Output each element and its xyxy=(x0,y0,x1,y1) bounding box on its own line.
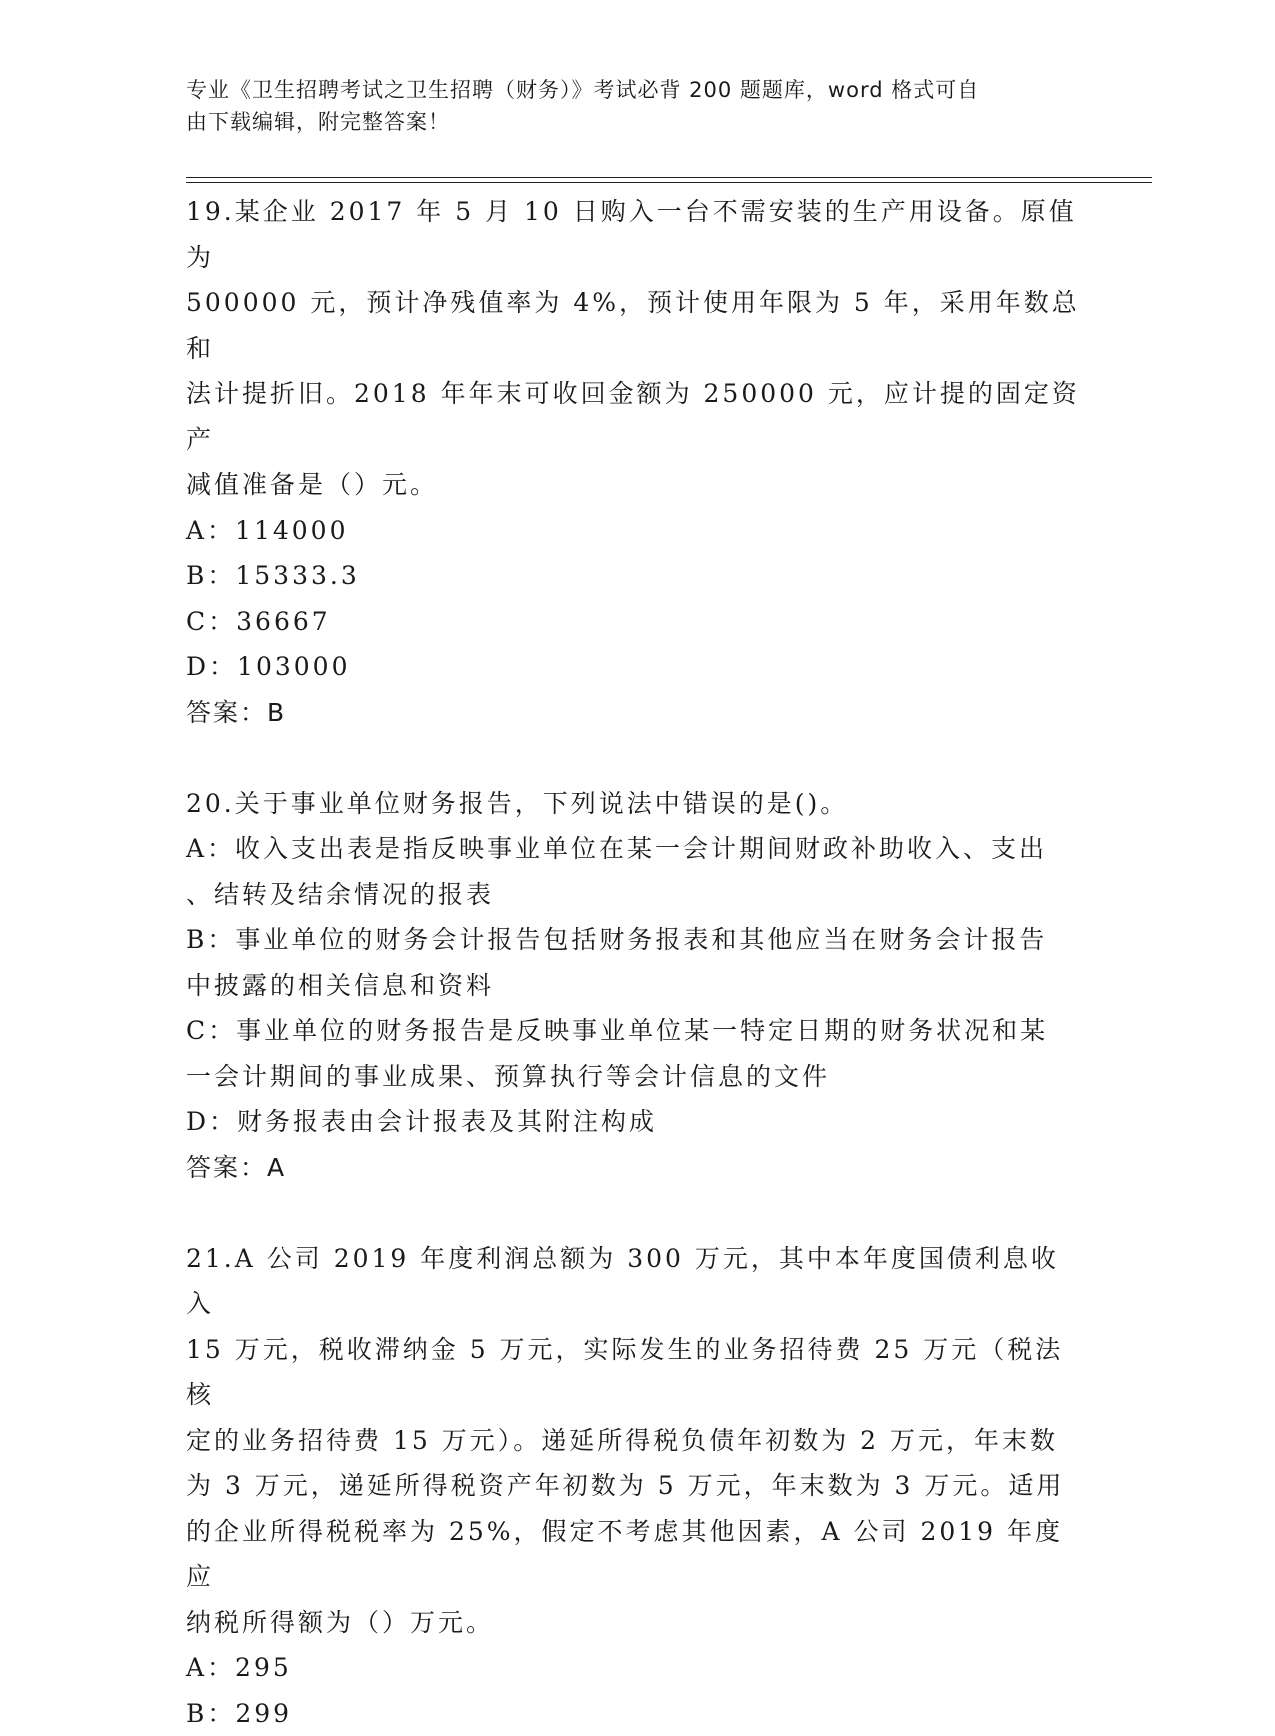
option-b: B：299 xyxy=(186,1691,1086,1736)
option-a: A：114000 xyxy=(186,508,1086,554)
option-b-continued: 中披露的相关信息和资料 xyxy=(186,963,1086,1009)
option-c: C：事业单位的财务报告是反映事业单位某一特定日期的财务状况和某 xyxy=(186,1008,1086,1054)
question-stem-line: 法计提折旧。2018 年年末可收回金额为 250000 元，应计提的固定资产 xyxy=(186,371,1086,462)
question-stem-line: 定的业务招待费 15 万元）。递延所得税负债年初数为 2 万元，年末数 xyxy=(186,1418,1086,1464)
answer-line: 答案：B xyxy=(186,690,1086,736)
header-line-1: 专业《卫生招聘考试之卫生招聘（财务）》考试必背 200 题题库，word 格式可自 xyxy=(186,74,1066,106)
option-d: D：财务报表由会计报表及其附注构成 xyxy=(186,1099,1086,1145)
option-a-continued: 、结转及结余情况的报表 xyxy=(186,872,1086,918)
question-stem-line: 纳税所得额为（）万元。 xyxy=(186,1600,1086,1646)
header-line-2: 由下载编辑，附完整答案！ xyxy=(186,106,1066,138)
spacer xyxy=(186,1190,1086,1236)
spacer xyxy=(186,735,1086,781)
option-b: B：15333.3 xyxy=(186,553,1086,599)
question-stem-line: 15 万元，税收滞纳金 5 万元，实际发生的业务招待费 25 万元（税法核 xyxy=(186,1327,1086,1418)
question-list xyxy=(186,189,1086,1736)
header-rule-top xyxy=(186,177,1152,178)
option-c: C：36667 xyxy=(186,599,1086,645)
option-d: D：103000 xyxy=(186,644,1086,690)
question-21 xyxy=(186,1236,1086,1736)
question-stem-line: 20.关于事业单位财务报告，下列说法中错误的是()。 xyxy=(186,781,1086,827)
question-stem-line: 21.A 公司 2019 年度利润总额为 300 万元，其中本年度国债利息收入 xyxy=(186,1236,1086,1327)
option-a: A：收入支出表是指反映事业单位在某一会计期间财政补助收入、支出 xyxy=(186,826,1086,872)
answer-line: 答案：A xyxy=(186,1145,1086,1191)
option-c-continued: 一会计期间的事业成果、预算执行等会计信息的文件 xyxy=(186,1054,1086,1100)
question-20 xyxy=(186,781,1086,1191)
option-b: B：事业单位的财务会计报告包括财务报表和其他应当在财务会计报告 xyxy=(186,917,1086,963)
question-stem-line: 的企业所得税税率为 25%，假定不考虑其他因素，A 公司 2019 年度应 xyxy=(186,1509,1086,1600)
option-a: A：295 xyxy=(186,1645,1086,1691)
question-stem-line: 减值准备是（）元。 xyxy=(186,462,1086,508)
question-stem-line: 为 3 万元，递延所得税资产年初数为 5 万元，年末数为 3 万元。适用 xyxy=(186,1463,1086,1509)
question-19 xyxy=(186,189,1086,735)
document-header xyxy=(186,74,1066,138)
question-stem-line: 500000 元，预计净残值率为 4%，预计使用年限为 5 年，采用年数总和 xyxy=(186,280,1086,371)
header-rule-bottom xyxy=(186,182,1152,183)
question-stem-line: 19.某企业 2017 年 5 月 10 日购入一台不需安装的生产用设备。原值为 xyxy=(186,189,1086,280)
